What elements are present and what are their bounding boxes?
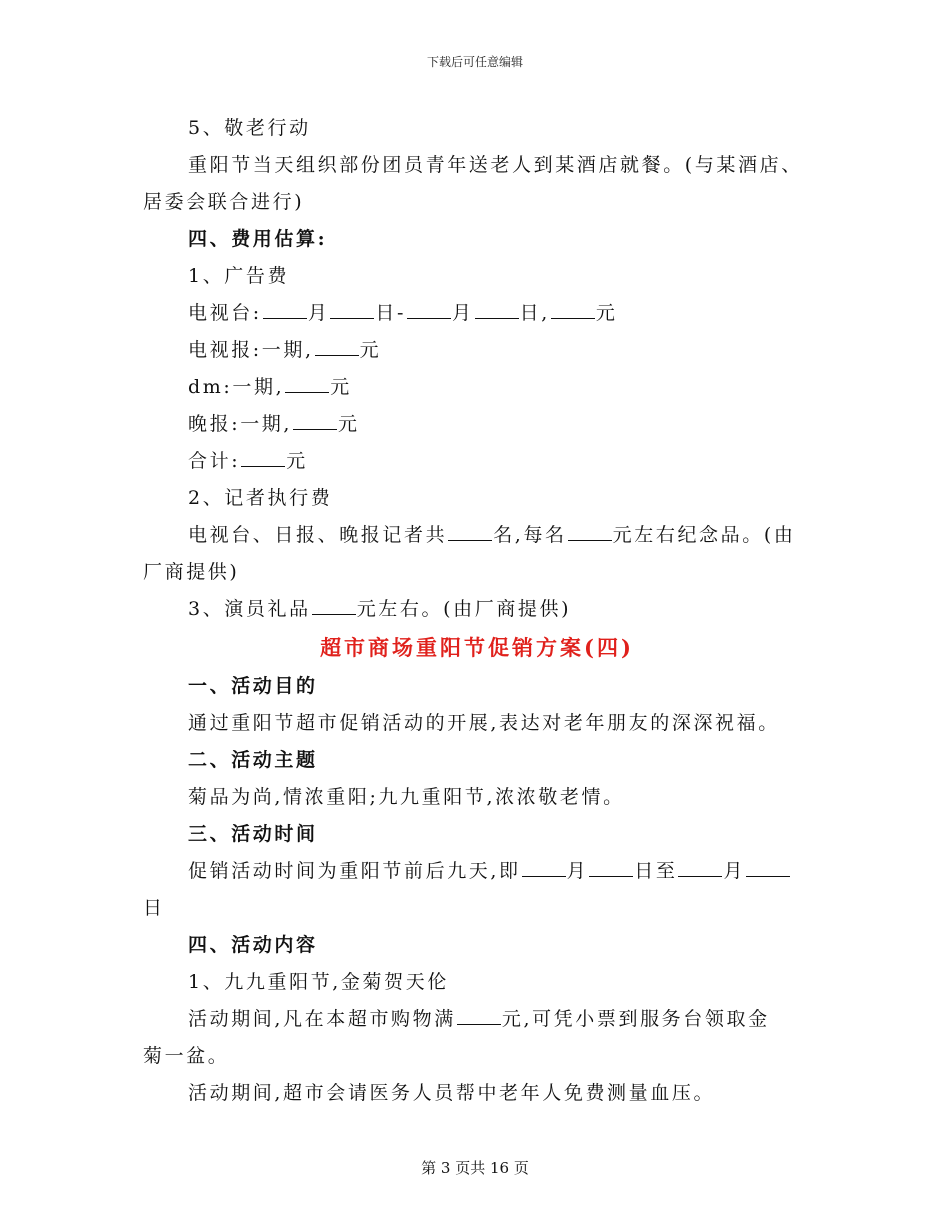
text: 月 [723, 860, 746, 882]
paragraph-line: 日 [143, 897, 165, 919]
page-footer: 第 3 页共 16 页 [421, 1159, 529, 1177]
fill-blank [746, 858, 790, 877]
section-heading-content: 四、活动内容 [188, 934, 318, 956]
fill-blank [293, 411, 337, 430]
text: 3、演员礼品 [188, 598, 311, 620]
document-title: 超市商场重阳节促销方案(四) [320, 635, 634, 660]
text: 名,每名 [493, 524, 567, 546]
text: 电视报:一期, [188, 339, 314, 361]
list-item: 2、记者执行费 [188, 487, 333, 509]
text: 月 [307, 302, 330, 324]
list-item [143, 591, 811, 628]
text: 元 [595, 302, 618, 324]
text: 促销活动时间为重阳节前后九天,即 [188, 860, 521, 882]
fill-blank [407, 300, 451, 319]
fill-blank [448, 522, 492, 541]
fill-blank [330, 300, 374, 319]
section-heading-purpose: 一、活动目的 [188, 675, 318, 697]
text: 元 [338, 413, 360, 435]
text: 元 [286, 450, 308, 472]
fill-blank [315, 337, 359, 356]
text: 活动期间,凡在本超市购物满 [188, 1008, 456, 1030]
paragraph-line [143, 369, 811, 406]
text: 电视台、日报、晚报记者共 [188, 524, 448, 546]
paragraph-line: 活动期间,超市会请医务人员帮中老年人免费测量血压。 [188, 1082, 716, 1104]
paragraph-line: 居委会联合进行) [143, 191, 305, 213]
text: 元 [359, 339, 382, 361]
text: 晚报:一期, [188, 413, 293, 435]
text: 日- [375, 302, 407, 324]
paragraph-line [143, 295, 811, 332]
text: 元 [330, 376, 352, 398]
document-body [143, 110, 811, 1112]
paragraph-line [143, 443, 811, 480]
fill-blank [312, 596, 356, 615]
text: 元左右纪念品。(由 [612, 524, 796, 546]
fill-blank [457, 1006, 501, 1025]
list-item: 1、九九重阳节,金菊贺天伦 [188, 971, 449, 993]
section-heading-cost: 四、费用估算: [188, 228, 328, 250]
paragraph-line [143, 332, 811, 369]
text: dm:一期, [188, 376, 285, 398]
list-item: 1、广告费 [188, 265, 290, 287]
text: 合计: [188, 450, 241, 472]
paragraph-line: 菊品为尚,情浓重阳;九九重阳节,浓浓敬老情。 [188, 786, 625, 808]
paragraph-line [143, 517, 811, 554]
fill-blank [241, 448, 285, 467]
fill-blank [551, 300, 595, 319]
fill-blank [285, 374, 329, 393]
paragraph-line: 菊一盆。 [143, 1045, 230, 1067]
text: 日至 [634, 860, 678, 882]
paragraph-line [143, 853, 811, 890]
page-header: 下载后可任意编辑 [426, 55, 523, 69]
fill-blank [263, 300, 307, 319]
section-item-5: 5、敬老行动 [188, 117, 311, 139]
text: 月 [452, 302, 474, 324]
fill-blank [568, 522, 612, 541]
paragraph-line: 通过重阳节超市促销活动的开展,表达对老年朋友的深深祝福。 [188, 712, 780, 734]
fill-blank [678, 858, 722, 877]
text: 元,可凭小票到服务台领取金 [501, 1008, 770, 1030]
section-heading-theme: 二、活动主题 [188, 749, 318, 771]
text: 日, [519, 302, 550, 324]
fill-blank [475, 300, 519, 319]
paragraph-line: 重阳节当天组织部份团员青年送老人到某酒店就餐。(与某酒店、 [188, 154, 803, 176]
paragraph-line [143, 406, 811, 443]
fill-blank [589, 858, 633, 877]
paragraph-line: 厂商提供) [143, 561, 240, 583]
text: 元左右。(由厂商提供) [356, 598, 572, 620]
fill-blank [522, 858, 566, 877]
text: 电视台: [188, 302, 262, 324]
section-heading-time: 三、活动时间 [188, 823, 318, 845]
text: 月 [566, 860, 589, 882]
paragraph-line [143, 1001, 811, 1038]
